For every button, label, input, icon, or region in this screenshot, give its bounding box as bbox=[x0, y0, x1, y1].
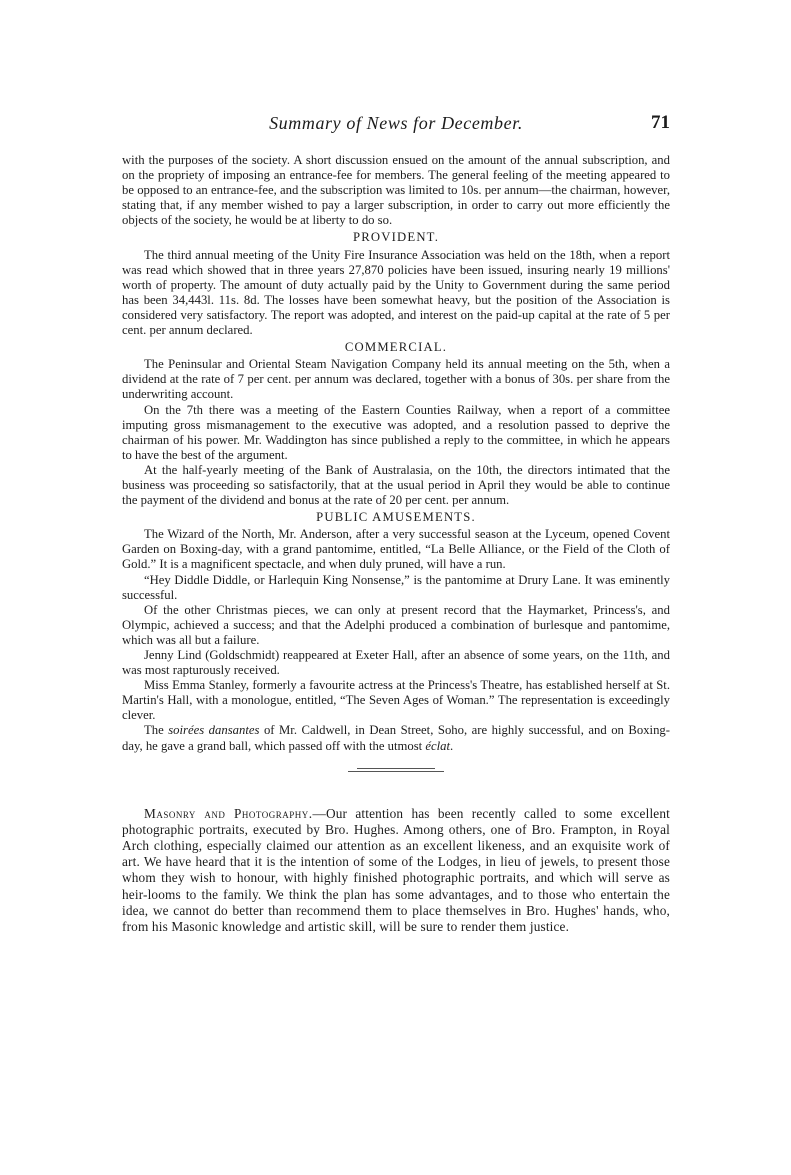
page-number: 71 bbox=[651, 112, 670, 133]
paragraph: “Hey Diddle Diddle, or Harlequin King Nonsense,” is the pantomime at Drury Lane. It was eminently successful. bbox=[122, 572, 670, 602]
text-run: . bbox=[450, 738, 454, 753]
paragraph: Miss Emma Stanley, formerly a favourite actress at the Princess's Theatre, has established herself at St. Martin's Hall, with a monologue, entitled, “The Seven Ages of Woman.” The representation is exceedingly clever. bbox=[122, 678, 670, 723]
divider-line bbox=[357, 768, 435, 769]
masonry-paragraph bbox=[122, 806, 670, 936]
paragraph-soirees bbox=[122, 723, 670, 753]
paragraph: The Peninsular and Oriental Steam Navigation Company held its annual meeting on the 5th, when a dividend at the rate of 7 per cent. per annum was declared, together with a bonus of 30s. per share from the underwriting account. bbox=[122, 357, 670, 402]
text-run: The bbox=[144, 723, 169, 738]
paragraph: At the half-yearly meeting of the Bank of Australasia, on the 10th, the directors intimated that the business was proceeding so satisfactorily, that at the usual period in April they would be able to continue the payment of the dividend and bonus at the rate of 20 per cent. per annum. bbox=[122, 462, 670, 508]
divider-line bbox=[348, 771, 444, 772]
paragraph: The Wizard of the North, Mr. Anderson, after a very successful season at the Lyceum, opened Covent Garden on Boxing-day, with a grand pantomime, entitled, “La Belle Alliance, or the Field of the Cloth of Gold.” It is a magnificent spectacle, and when duly pruned, will have a run. bbox=[122, 527, 670, 572]
paragraph: Jenny Lind (Goldschmidt) reappeared at Exeter Hall, after an absence of some years, on the 11th, and was most rapturously received. bbox=[122, 648, 670, 678]
text-run: of Mr. Caldwell, in Dean Street, Soho, are highly successful, and on Boxing-day, he gave a grand ball, which passed off with the utmost bbox=[122, 723, 670, 753]
running-header bbox=[122, 113, 670, 137]
section-heading-public-amusements: PUBLIC AMUSEMENTS. bbox=[316, 510, 476, 525]
running-title: Summary of News for December. bbox=[269, 113, 523, 133]
paragraph: The third annual meeting of the Unity Fire Insurance Association was held on the 18th, when a report was read which showed that in three years 27,870 policies have been issued, insuring nearly 19 millions' worth of property. The amount of duty actually paid by the Unity to Government during the same period has been 34,443l. 11s. 8d. The losses have been somewhat heavy, but the position of the Association is considered very satisfactory. The report was adopted, and interest on the paid-up capital at the rate of 5 per cent. per annum declared. bbox=[122, 247, 670, 338]
paragraph: On the 7th there was a meeting of the Eastern Counties Railway, when a report of a committee imputing gross mismanagement to the executive was adopted, and a resolution passed to deprive the chairman of his power. Mr. Waddington has since published a reply to the committee, in which he appears to have the best of the argument. bbox=[122, 402, 670, 462]
continuation-paragraph: with the purposes of the society. A short discussion ensued on the amount of the annual subscription, and on the propriety of imposing an entrance-fee for members. The general feeling of the meeting appeared to be opposed to an entrance-fee, and the subscription was limited to 10s. per annum—the chairman, however, stating that, if any member wished to pay a larger subscription, in order to carry out more efficiently the objects of the society, he would be at liberty to do so. bbox=[122, 153, 670, 228]
section-heading-commercial: COMMERCIAL. bbox=[344, 340, 448, 355]
italic-run: éclat bbox=[425, 738, 451, 753]
section-divider bbox=[122, 768, 670, 772]
italic-run: soirées dansantes bbox=[168, 723, 260, 738]
article-body bbox=[122, 153, 670, 935]
masonry-text: —Our attention has been recently called to some excellent photographic portraits, executed by Bro. Hughes. Among others, one of Bro. Frampton, in Royal Arch clothing, especially claimed our attention as an excellent likeness, and an exquisite work of art. We have heard that it is the intention of some of the Lodges, in lieu of jewels, to present those whom they wish to honour, with highly finished photographic portraits, and which will serve as heir-looms to the family. We think the plan has some advantages, and to those who entertain the idea, we cannot do better than recommend them to place themselves in Bro. Hughes' hands, who, from his Masonic knowledge and artistic skill, will be sure to render them justice. bbox=[122, 805, 670, 935]
masonry-title: Masonry and Photography. bbox=[144, 805, 313, 821]
section-heading-provident: PROVIDENT. bbox=[352, 230, 440, 245]
paragraph: Of the other Christmas pieces, we can only at present record that the Haymarket, Princess's, and Olympic, achieved a success; and that the Adelphi produced a combination of burlesque and pantomime, which was all but a failure. bbox=[122, 602, 670, 647]
